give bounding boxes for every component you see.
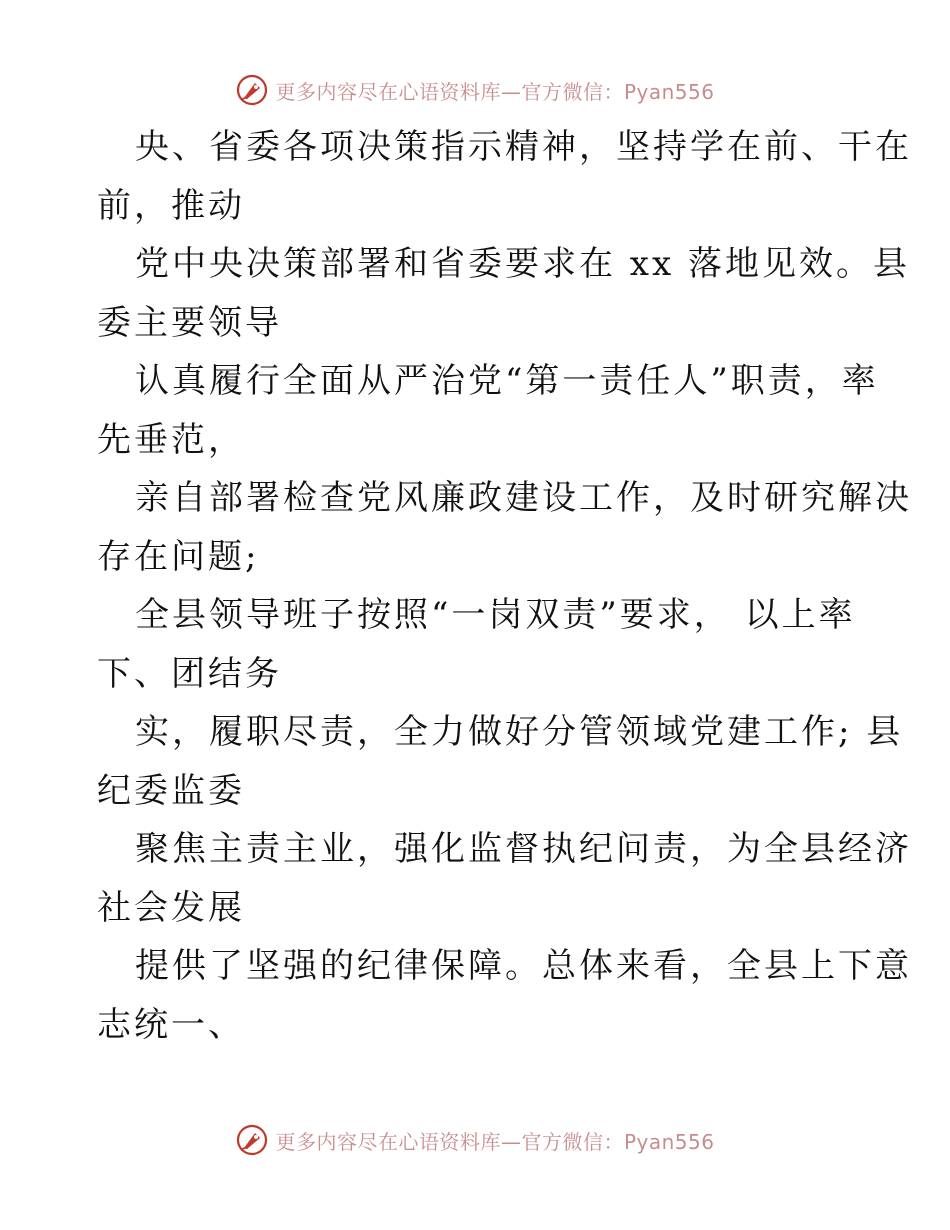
body-line: 央、省委各项决策指示精神，坚持学在前、干在 — [135, 127, 912, 167]
body-line: 实，履职尽责，全力做好分管领域党建工作; 县 — [135, 712, 904, 752]
body-line: 前，推动 — [97, 185, 245, 226]
footer-watermark-banner — [0, 1120, 950, 1160]
body-line: 社会发展 — [97, 887, 245, 928]
body-line: 先垂范， — [97, 419, 245, 460]
body-line: 委主要领导 — [97, 302, 282, 343]
pen-nib-logo-icon — [235, 73, 269, 107]
document-body — [97, 118, 912, 1054]
pen-nib-logo-icon — [235, 1123, 269, 1157]
body-line: 亲自部署检查党风廉政建设工作，及时研究解决 — [135, 478, 912, 518]
body-line: 认真履行全面从严治党“第一责任人”职责，率 — [135, 361, 879, 401]
body-line: 全县领导班子按照“一岗双责”要求， 以上率 — [135, 595, 856, 635]
body-line: 志统一、 — [97, 1004, 245, 1045]
body-line: 存在问题; — [97, 536, 260, 577]
header-watermark-text: 更多内容尽在心语资料库—官方微信：Pyan556 — [275, 79, 715, 104]
body-line: 聚焦主责主业，强化监督执纪问责，为全县经济 — [135, 829, 912, 869]
body-line: 下、团结务 — [97, 653, 282, 694]
body-line: 纪委监委 — [97, 770, 245, 811]
header-watermark-banner — [0, 70, 950, 110]
body-line: 提供了坚强的纪律保障。总体来看，全县上下意 — [135, 946, 912, 986]
body-line: 党中央决策部署和省委要求在 xx 落地见效。县 — [135, 244, 910, 284]
footer-watermark-text: 更多内容尽在心语资料库—官方微信：Pyan556 — [275, 1129, 715, 1154]
